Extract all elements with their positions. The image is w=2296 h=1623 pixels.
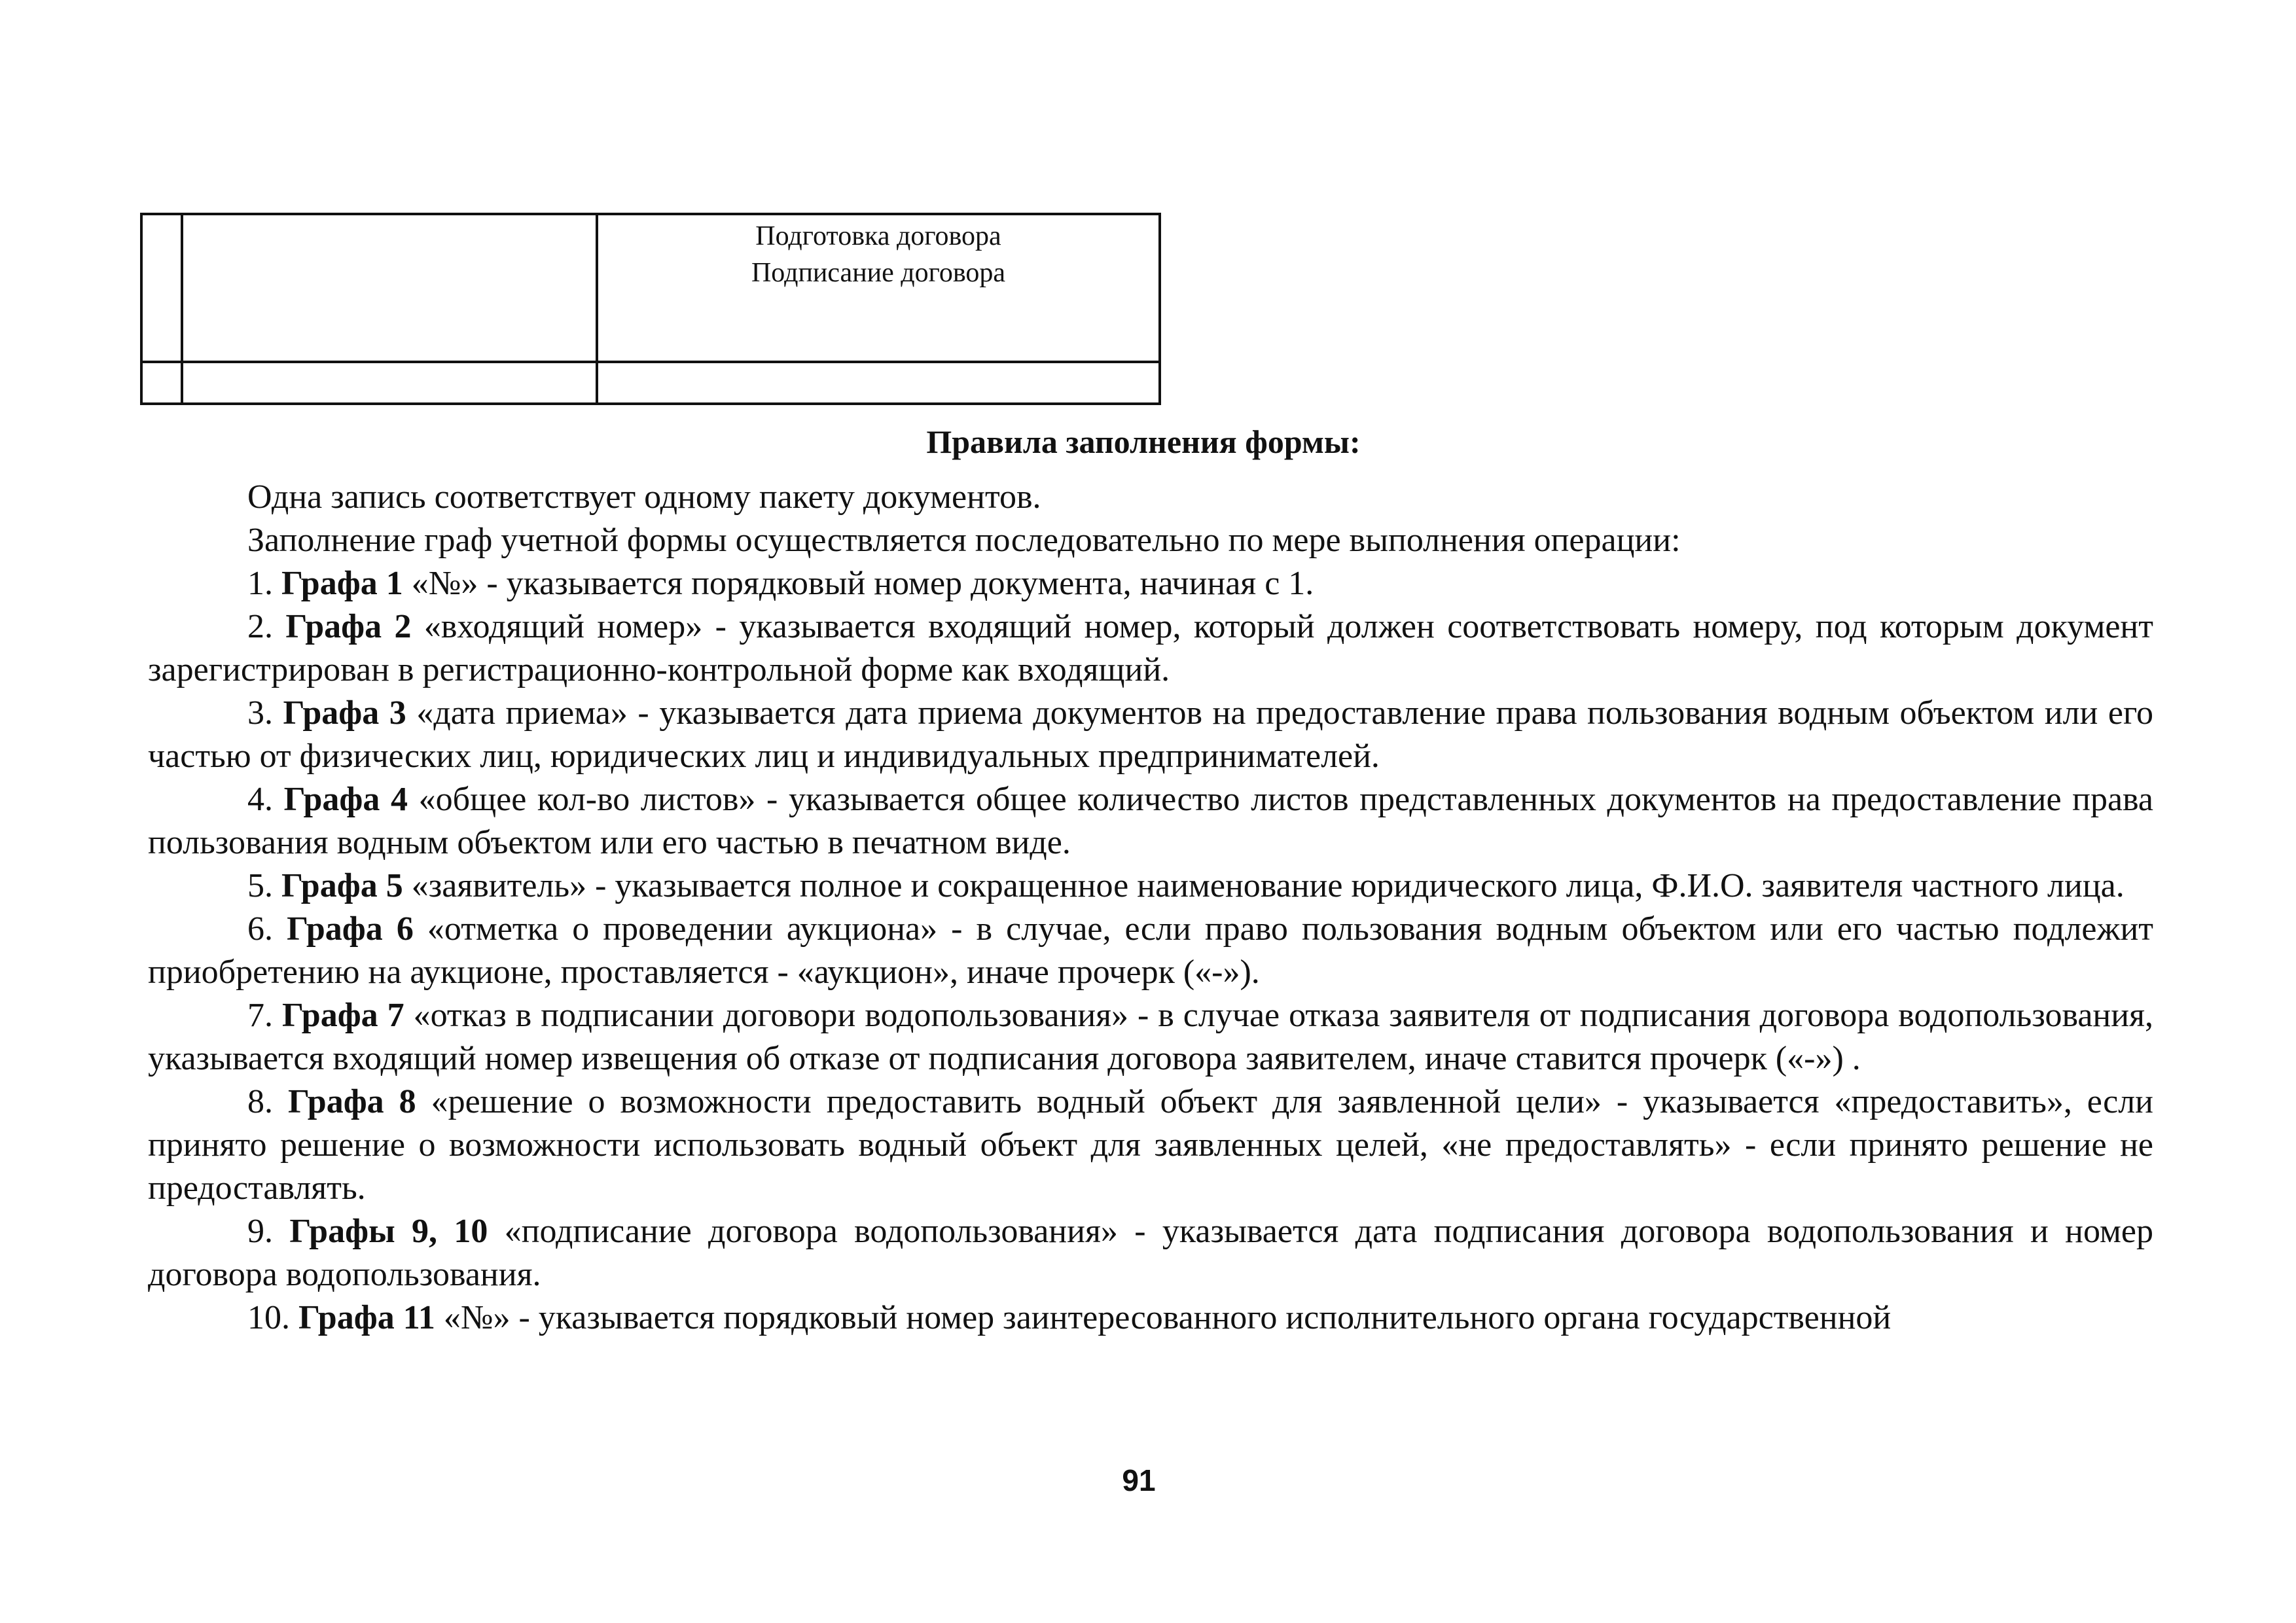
rule-item: 4. Графа 4 «общее кол-во листов» - указывается общее количество листов представленных документов на предоставление права пользования водным объектом или его частью в печатном виде. bbox=[148, 781, 2154, 861]
contract-signing-text: Подписание договора bbox=[751, 258, 1006, 288]
intro-paragraph: Одна запись соответствует одному пакету документов. bbox=[247, 478, 1041, 516]
table-cell bbox=[141, 214, 182, 362]
intro-paragraph: Заполнение граф учетной формы осуществляется последовательно по мере выполнения операции: bbox=[247, 522, 1681, 559]
rule-item: 5. Графа 5 «заявитель» - указывается полное и сокращенное наименование юридического лица, Ф.И.О. заявителя частного лица. bbox=[247, 867, 2125, 904]
contract-preparation-text: Подготовка договора bbox=[755, 221, 1001, 251]
rule-item: 10. Графа 11 «№» - указывается порядковый номер заинтересованного исполнительного органа государственной bbox=[247, 1299, 1892, 1336]
rule-item-label: Графа 4 bbox=[283, 781, 408, 818]
form-table bbox=[140, 213, 1161, 405]
page-number: 91 bbox=[1122, 1463, 1156, 1497]
rule-item-label: Графа 5 bbox=[281, 867, 403, 904]
rule-item: 3. Графа 3 «дата приема» - указывается дата приема документов на предоставление права пользования водным объектом или его частью от физических лиц, юридических лиц и индивидуальных предпринимателей. bbox=[148, 694, 2153, 775]
table-cell bbox=[141, 362, 182, 404]
rule-item: 6. Графа 6 «отметка о проведении аукциона» - в случае, если право пользования водным объектом или его частью подлежит приобретению на аукционе, проставляется - «аукцион», иначе прочерк («-»). bbox=[148, 910, 2153, 991]
table-row bbox=[141, 214, 1160, 362]
rule-item-label: Графа 2 bbox=[285, 608, 412, 645]
table-cell-contract bbox=[597, 214, 1160, 362]
rule-item: 8. Графа 8 «решение о возможности предоставить водный объект для заявленной цели» - указывается «предоставить», если принято решение о возможности использовать водный объект для заявленных целей, «не предоставлять» - если принято решение не предоставлять. bbox=[148, 1083, 2154, 1207]
rules-title: Правила заполнения формы: bbox=[926, 423, 1361, 460]
rule-item: 7. Графа 7 «отказ в подписании договори водопользования» - в случае отказа заявителя от подписания договора водопользования, указывается входящий номер извещения об отказе от подписания договора заявителем, иначе ставится прочерк («-») . bbox=[148, 997, 2154, 1077]
rules-text bbox=[148, 476, 2153, 1340]
table-cell bbox=[182, 362, 597, 404]
table-row bbox=[141, 362, 1160, 404]
rule-item-label: Графы 9, 10 bbox=[289, 1213, 488, 1250]
rule-item-label: Графа 1 bbox=[281, 565, 403, 602]
rule-item: 2. Графа 2 «входящий номер» - указывается входящий номер, который должен соответствовать номеру, под которым документ зарегистрирован в регистрационно-контрольной форме как входящий. bbox=[148, 608, 2153, 688]
table-cell bbox=[597, 362, 1160, 404]
rule-item-label: Графа 11 bbox=[298, 1299, 435, 1336]
table-cell bbox=[182, 214, 597, 362]
rule-item: 9. Графы 9, 10 «подписание договора водопользования» - указывается дата подписания договора водопользования и номер договора водопользования. bbox=[148, 1213, 2154, 1293]
rule-item-label: Графа 3 bbox=[283, 694, 406, 732]
rule-item-label: Графа 6 bbox=[287, 910, 414, 948]
rule-item-label: Графа 7 bbox=[281, 997, 404, 1034]
rule-item: 1. Графа 1 «№» - указывается порядковый номер документа, начиная с 1. bbox=[247, 565, 1314, 602]
rule-item-label: Графа 8 bbox=[287, 1083, 416, 1120]
